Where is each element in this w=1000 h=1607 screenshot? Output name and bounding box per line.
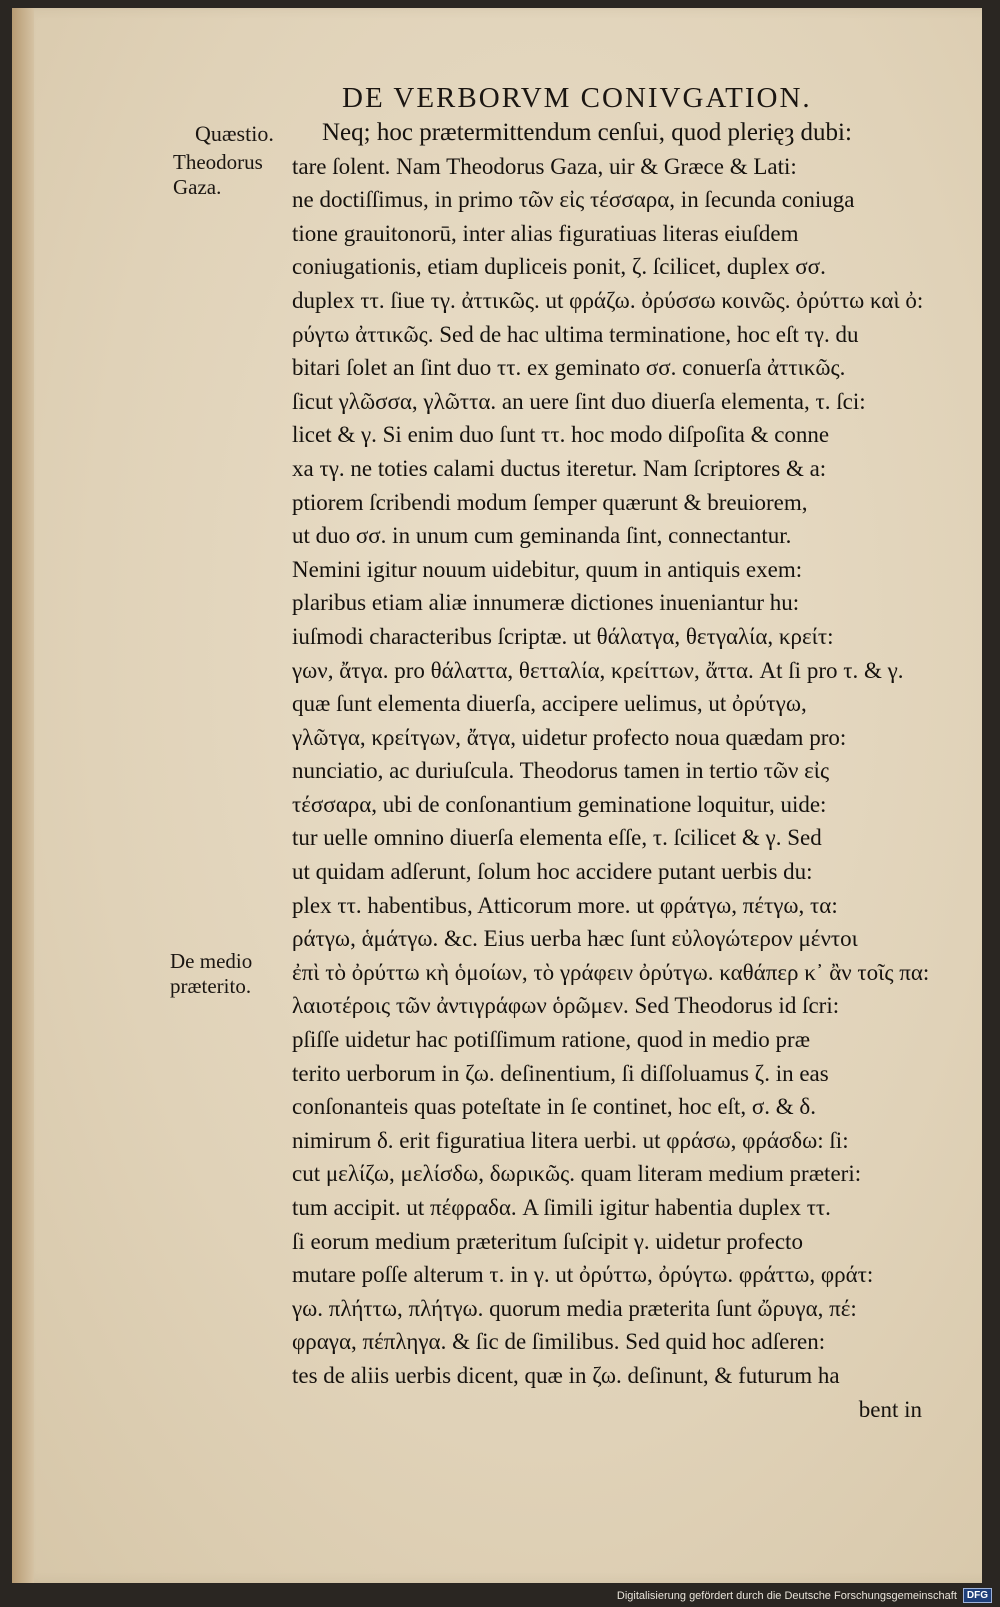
margin-note-de-medio: De medio præterito.: [170, 949, 253, 998]
text-line: ρύγτω ἀττικῶς. Sed de hac ultima terminatione, hoc eſt τγ. du: [292, 321, 859, 347]
text-line: duplex ττ. ſiue τγ. ἀττικῶς. ut φράζω. ὀρύσσω κοινῶς. ὀρύττω καὶ ὀ:: [292, 287, 924, 313]
text-line: τέσσαρα, ubi de conſonantium geminatione loquitur, uide:: [292, 791, 827, 817]
text-line: mutare poſſe alterum τ. in γ. ut ὀρύττω, ὀρύγτω. φράττω, φράτ:: [292, 1262, 874, 1288]
text-line: ἐπὶ τὸ ὀρύττω κὴ ὁμοίων, τὸ γράφειν ὀρύτγω. καθάπερ κ᾽ ἂν τοῖς πα:: [292, 959, 930, 985]
text-line: tare ſolent. Nam Theodorus Gaza, uir & Græce & Lati:: [292, 153, 797, 179]
body-text: [292, 116, 932, 1426]
text-line: bitari ſolet an ſint duo ττ. ex geminato σσ. conuerſa ἀττικῶς.: [292, 355, 846, 381]
text-line: γων, ἄτγα. pro θάλαττα, θετταλία, κρείττων, ἄττα. At ſi pro τ. & γ.: [292, 657, 904, 683]
dfg-logo: DFG: [963, 1588, 992, 1603]
text-line: plex ττ. habentibus, Atticorum more. ut φράτγω, πέτγω, τα:: [292, 892, 838, 918]
text-line: plaribus etiam aliæ innumeræ dictiones inueniantur hu:: [292, 590, 800, 616]
text-line: tur uelle omnino diuerſa elementa eſſe, τ. ſcilicet & γ. Sed: [292, 825, 822, 851]
text-line: iuſmodi characteribus ſcriptæ. ut θάλατγα, θετγαλία, κρείτ:: [292, 623, 834, 649]
text-line: pſiſſe uidetur hac potiſſimum ratione, quod in medio præ: [292, 1027, 811, 1053]
text-line: Neq; hoc prætermittendum cenſui, quod plerięȝ dubi:: [322, 119, 852, 146]
text-line: tes de aliis uerbis dicent, quæ in ζω. deſinunt, & futurum ha: [292, 1362, 840, 1388]
text-line: ut duo σσ. in unum cum geminanda ſint, connectantur.: [292, 523, 792, 549]
text-line: licet & γ. Si enim duo ſunt ττ. hoc modo diſpoſita & conne: [292, 422, 830, 448]
text-line: nimirum δ. erit figuratiua litera uerbi. ut φράσω, φράσδω: ſi:: [292, 1127, 849, 1153]
text-line: λαιοτέροις τῶν ἀντιγράφων ὁρῶμεν. Sed Theodorus id ſcri:: [292, 993, 840, 1019]
catchword: bent in: [858, 1396, 922, 1422]
page-gutter: [12, 8, 34, 1583]
text-line: coniugationis, etiam dupliceis ponit, ζ. ſcilicet, duplex σσ.: [292, 254, 826, 280]
text-line: nunciatio, ac duriuſcula. Theodorus tamen in tertio τῶν εἰς: [292, 758, 830, 784]
funding-credit: Digitalisierung gefördert durch die Deutsche Forschungsgemeinschaft: [616, 1589, 957, 1602]
text-line: tum accipit. ut πέφραδα. A ſimili igitur habentia duplex ττ.: [292, 1195, 831, 1220]
margin-note-quaestio: Quæstio.: [195, 121, 274, 146]
text-line: ut quidam adſerunt, ſolum hoc accidere putant uerbis du:: [292, 859, 813, 885]
text-line: γλῶτγα, κρείτγων, ἄτγα, uidetur profecto noua quædam pro:: [292, 724, 847, 750]
running-head: DE VERBORVM CONIVGATION.: [342, 82, 812, 114]
text-line: conſonanteis quas poteſtate in ſe continet, hoc eſt, σ. & δ.: [292, 1094, 816, 1120]
text-line: ράτγω, ἁμάτγω. &c. Eius uerba hæc ſunt εὐλογώτερον μέντοι: [292, 926, 858, 952]
margin-note-theodorus: Theodorus Gaza.: [173, 150, 263, 199]
text-line: xa τγ. ne toties calami ductus iteretur. Nam ſcriptores & a:: [292, 455, 827, 481]
text-line: terito uerborum in ζω. deſinentium, ſi diſſoluamus ζ. in eas: [292, 1060, 829, 1086]
text-line: quæ ſunt elementa diuerſa, accipere uelimus, ut ὀρύτγω,: [292, 691, 807, 717]
text-line: Nemini igitur nouum uidebitur, quum in antiquis exem:: [292, 556, 803, 582]
text-line: ſi eorum medium præteritum ſuſcipit γ. uidetur profecto: [292, 1228, 803, 1254]
text-line: ne doctiſſimus, in primo τῶν εἰς τέσσαρα, in ſecunda coniuga: [292, 187, 855, 213]
text-line: ptiorem ſcribendi modum ſemper quærunt & breuiorem,: [292, 489, 808, 515]
text-line: cut μελίζω, μελίσδω, δωρικῶς. quam literam medium præteri:: [292, 1161, 862, 1187]
text-line: tione grauitonorū, inter alias figuratiuas literas eiuſdem: [292, 220, 799, 246]
text-line: γω. πλήττω, πλήτγω. quorum media præterita ſunt ὤρυγα, πέ:: [292, 1295, 857, 1321]
book-page: [12, 8, 982, 1583]
digitization-footer: [617, 1588, 992, 1603]
text-line: φραγα, πέπληγα. & ſic de ſimilibus. Sed quid hoc adſeren:: [292, 1329, 826, 1355]
text-line: ſicut γλῶσσα, γλῶττα. an uere ſint duo diuerſa elementa, τ. ſci:: [292, 388, 866, 414]
